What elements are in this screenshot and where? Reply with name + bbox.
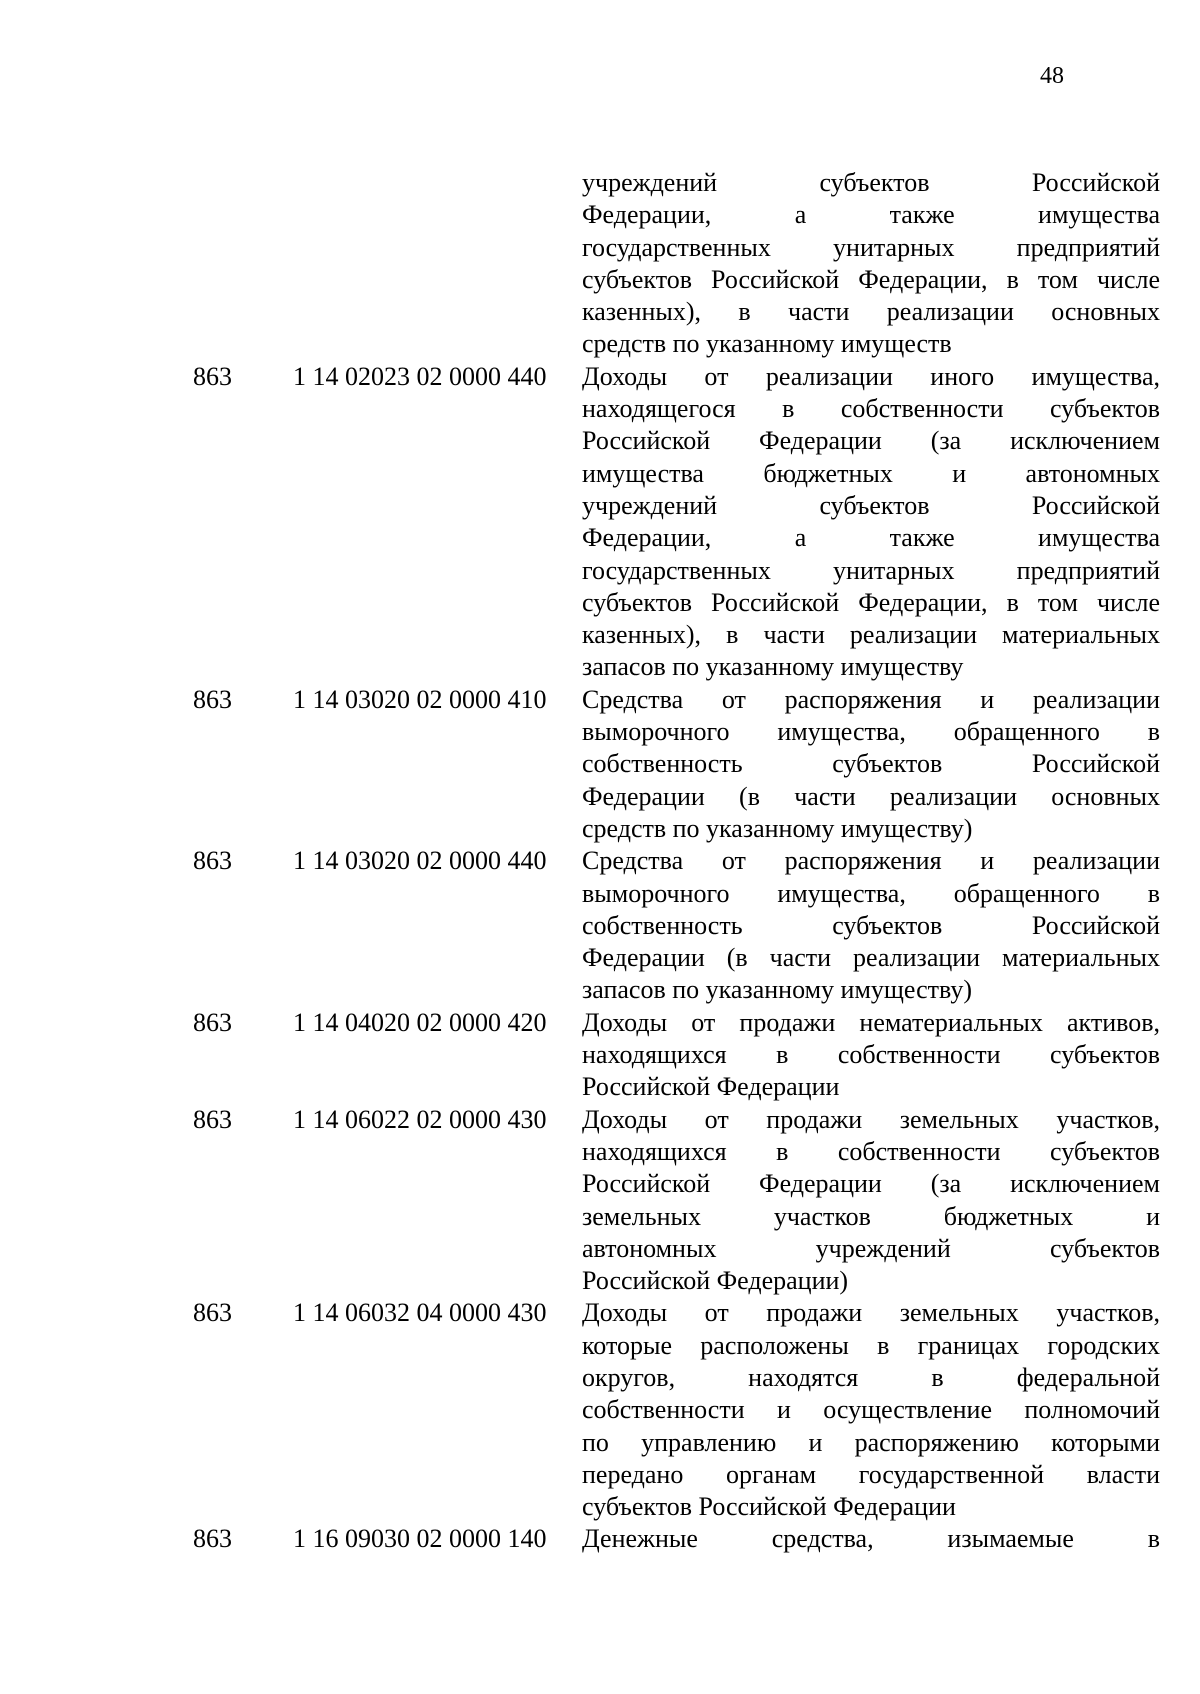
description-line: Российской Федерации (за исключением bbox=[582, 1169, 1160, 1199]
description-line: казенных), в части реализации материальных bbox=[582, 620, 1160, 650]
revenue-description bbox=[582, 1523, 1160, 1555]
description-line: по управлению и распоряжению которыми bbox=[582, 1427, 1160, 1457]
revenue-description bbox=[582, 1297, 1160, 1523]
table-row bbox=[0, 845, 1200, 1006]
revenue-description bbox=[582, 167, 1160, 361]
revenue-codes-table bbox=[0, 167, 1200, 1556]
description-line: собственность субъектов Российской bbox=[582, 910, 1160, 940]
description-line: запасов по указанному имуществу) bbox=[582, 975, 973, 1005]
description-line: Денежные средства, изымаемые в bbox=[582, 1524, 1160, 1554]
description-line: средств по указанному имуществ bbox=[582, 329, 952, 359]
description-line: Российской Федерации (за исключением bbox=[582, 426, 1160, 456]
description-line: выморочного имущества, обращенного в bbox=[582, 878, 1160, 908]
budget-classification-code: 1 16 09030 02 0000 140 bbox=[293, 1524, 547, 1554]
description-line: субъектов Российской Федерации, в том числе bbox=[582, 587, 1160, 617]
administrator-code: 863 bbox=[193, 1007, 232, 1037]
description-line: передано органам государственной власти bbox=[582, 1459, 1160, 1489]
revenue-description bbox=[582, 1007, 1160, 1104]
administrator-code: 863 bbox=[193, 684, 232, 714]
description-line: Федерации, а также имущества bbox=[582, 523, 1160, 553]
description-line: государственных унитарных предприятий bbox=[582, 555, 1160, 585]
description-line: Доходы от продажи нематериальных активов, bbox=[582, 1007, 1160, 1037]
table-row bbox=[0, 1104, 1200, 1298]
description-line: автономных учреждений субъектов bbox=[582, 1233, 1160, 1263]
description-line: собственность субъектов Российской bbox=[582, 749, 1160, 779]
description-line: округов, находятся в федеральной bbox=[582, 1362, 1160, 1392]
description-line: государственных унитарных предприятий bbox=[582, 232, 1160, 262]
description-line: Федерации (в части реализации материальных bbox=[582, 943, 1160, 973]
administrator-code: 863 bbox=[193, 1104, 232, 1134]
description-line: собственности и осуществление полномочий bbox=[582, 1395, 1160, 1425]
revenue-description bbox=[582, 684, 1160, 845]
description-line: Средства от распоряжения и реализации bbox=[582, 684, 1160, 714]
description-line: Доходы от продажи земельных участков, bbox=[582, 1104, 1160, 1134]
description-line: Средства от распоряжения и реализации bbox=[582, 846, 1160, 876]
table-row bbox=[0, 1007, 1200, 1104]
table-row bbox=[0, 167, 1200, 361]
description-line: земельных участков бюджетных и bbox=[582, 1201, 1160, 1231]
description-line: субъектов Российской Федерации, в том числе bbox=[582, 264, 1160, 294]
description-line: субъектов Российской Федерации bbox=[582, 1492, 956, 1522]
description-line: учреждений субъектов Российской bbox=[582, 168, 1160, 197]
budget-classification-code: 1 14 03020 02 0000 410 bbox=[293, 684, 547, 714]
description-line: Федерации (в части реализации основных bbox=[582, 781, 1160, 811]
administrator-code: 863 bbox=[193, 1524, 232, 1554]
revenue-description bbox=[582, 361, 1160, 684]
table-row bbox=[0, 361, 1200, 684]
revenue-description bbox=[582, 845, 1160, 1006]
budget-classification-code: 1 14 04020 02 0000 420 bbox=[293, 1007, 547, 1037]
description-line: находящихся в собственности субъектов bbox=[582, 1040, 1160, 1070]
administrator-code: 863 bbox=[193, 361, 232, 391]
revenue-description bbox=[582, 1104, 1160, 1298]
table-row bbox=[0, 1523, 1200, 1555]
description-line: находящихся в собственности субъектов bbox=[582, 1136, 1160, 1166]
budget-classification-code: 1 14 06022 02 0000 430 bbox=[293, 1104, 547, 1134]
description-line: имущества бюджетных и автономных bbox=[582, 458, 1160, 488]
table-row bbox=[0, 1297, 1200, 1523]
description-line: которые расположены в границах городских bbox=[582, 1330, 1160, 1360]
table-row bbox=[0, 684, 1200, 845]
budget-classification-code: 1 14 03020 02 0000 440 bbox=[293, 846, 547, 876]
description-line: Доходы от реализации иного имущества, bbox=[582, 361, 1160, 391]
description-line: находящегося в собственности субъектов bbox=[582, 394, 1160, 424]
description-line: Доходы от продажи земельных участков, bbox=[582, 1298, 1160, 1328]
description-line: учреждений субъектов Российской bbox=[582, 490, 1160, 520]
description-line: Российской Федерации) bbox=[582, 1266, 849, 1296]
page-number: 48 bbox=[1040, 63, 1064, 89]
description-line: Российской Федерации bbox=[582, 1072, 840, 1102]
description-line: Федерации, а также имущества bbox=[582, 200, 1160, 230]
description-line: запасов по указанному имуществу bbox=[582, 652, 964, 682]
description-line: выморочного имущества, обращенного в bbox=[582, 717, 1160, 747]
budget-classification-code: 1 14 02023 02 0000 440 bbox=[293, 361, 547, 391]
description-line: казенных), в части реализации основных bbox=[582, 297, 1160, 327]
budget-classification-code: 1 14 06032 04 0000 430 bbox=[293, 1298, 547, 1328]
description-line: средств по указанному имуществу) bbox=[582, 813, 973, 843]
administrator-code: 863 bbox=[193, 1298, 232, 1328]
administrator-code: 863 bbox=[193, 846, 232, 876]
